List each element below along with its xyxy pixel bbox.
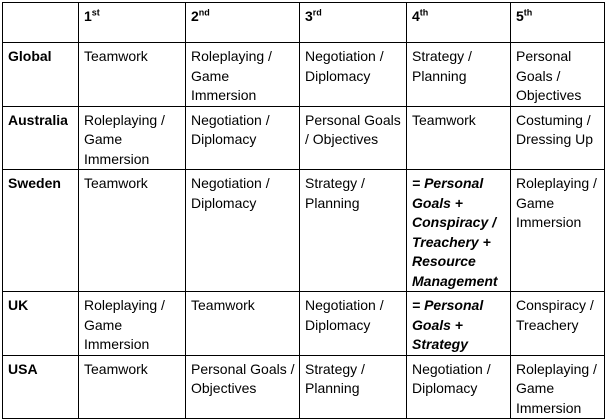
rank-number: 3: [305, 8, 313, 24]
table-cell: Teamwork: [186, 292, 300, 356]
rank-suffix: st: [91, 7, 100, 18]
rank-suffix: nd: [198, 7, 210, 18]
country-cell: USA: [3, 355, 79, 419]
table-cell: Strategy / Planning: [300, 355, 407, 419]
table-cell-tied: = Personal Goals + Strategy: [407, 292, 511, 356]
country-cell: Sweden: [3, 170, 79, 292]
rankings-table: [2, 2, 605, 419]
table-cell: Negotiation / Diplomacy: [186, 106, 300, 170]
table-cell: Teamwork: [79, 43, 186, 107]
table-cell: Negotiation / Diplomacy: [300, 292, 407, 356]
rank-suffix: rd: [312, 7, 322, 18]
table-cell: Teamwork: [79, 355, 186, 419]
table-cell: Personal Goals / Objectives: [300, 106, 407, 170]
table-cell: Personal Goals / Objectives: [511, 43, 605, 107]
table-cell: Strategy / Planning: [300, 170, 407, 292]
table-cell: Costuming / Dressing Up: [511, 106, 605, 170]
rank-suffix: th: [523, 7, 533, 18]
table-cell: Roleplaying / Game Immersion: [511, 355, 605, 419]
table-cell: Teamwork: [79, 170, 186, 292]
rank-number: 1: [84, 8, 92, 24]
header-rank-2: [186, 3, 300, 43]
country-cell: Global: [3, 43, 79, 107]
rank-number: 2: [191, 8, 199, 24]
rank-number: 4: [412, 8, 420, 24]
table-cell: Conspiracy / Treachery: [511, 292, 605, 356]
rank-number: 5: [516, 8, 524, 24]
table-row: [3, 170, 605, 292]
header-rank-5: [511, 3, 605, 43]
table-cell: Teamwork: [407, 106, 511, 170]
country-cell: Australia: [3, 106, 79, 170]
rank-suffix: th: [419, 7, 429, 18]
header-rank-3: [300, 3, 407, 43]
table-row: [3, 292, 605, 356]
table-cell: Roleplaying / Game Immersion: [186, 43, 300, 107]
table-row: [3, 106, 605, 170]
table-cell: Personal Goals / Objectives: [186, 355, 300, 419]
table-cell: Roleplaying / Game Immersion: [79, 106, 186, 170]
header-rank-1: [79, 3, 186, 43]
table-cell: Negotiation / Diplomacy: [407, 355, 511, 419]
table-row: [3, 43, 605, 107]
table-row: [3, 355, 605, 419]
table-cell: Strategy / Planning: [407, 43, 511, 107]
table-cell: Roleplaying / Game Immersion: [511, 170, 605, 292]
country-cell: UK: [3, 292, 79, 356]
table-cell-tied: = Personal Goals + Conspiracy / Treachery + Resource Management: [407, 170, 511, 292]
corner-cell: [3, 3, 79, 43]
table-cell: Negotiation / Diplomacy: [186, 170, 300, 292]
header-rank-4: [407, 3, 511, 43]
header-row: [3, 3, 605, 43]
table-cell: Roleplaying / Game Immersion: [79, 292, 186, 356]
table-cell: Negotiation / Diplomacy: [300, 43, 407, 107]
